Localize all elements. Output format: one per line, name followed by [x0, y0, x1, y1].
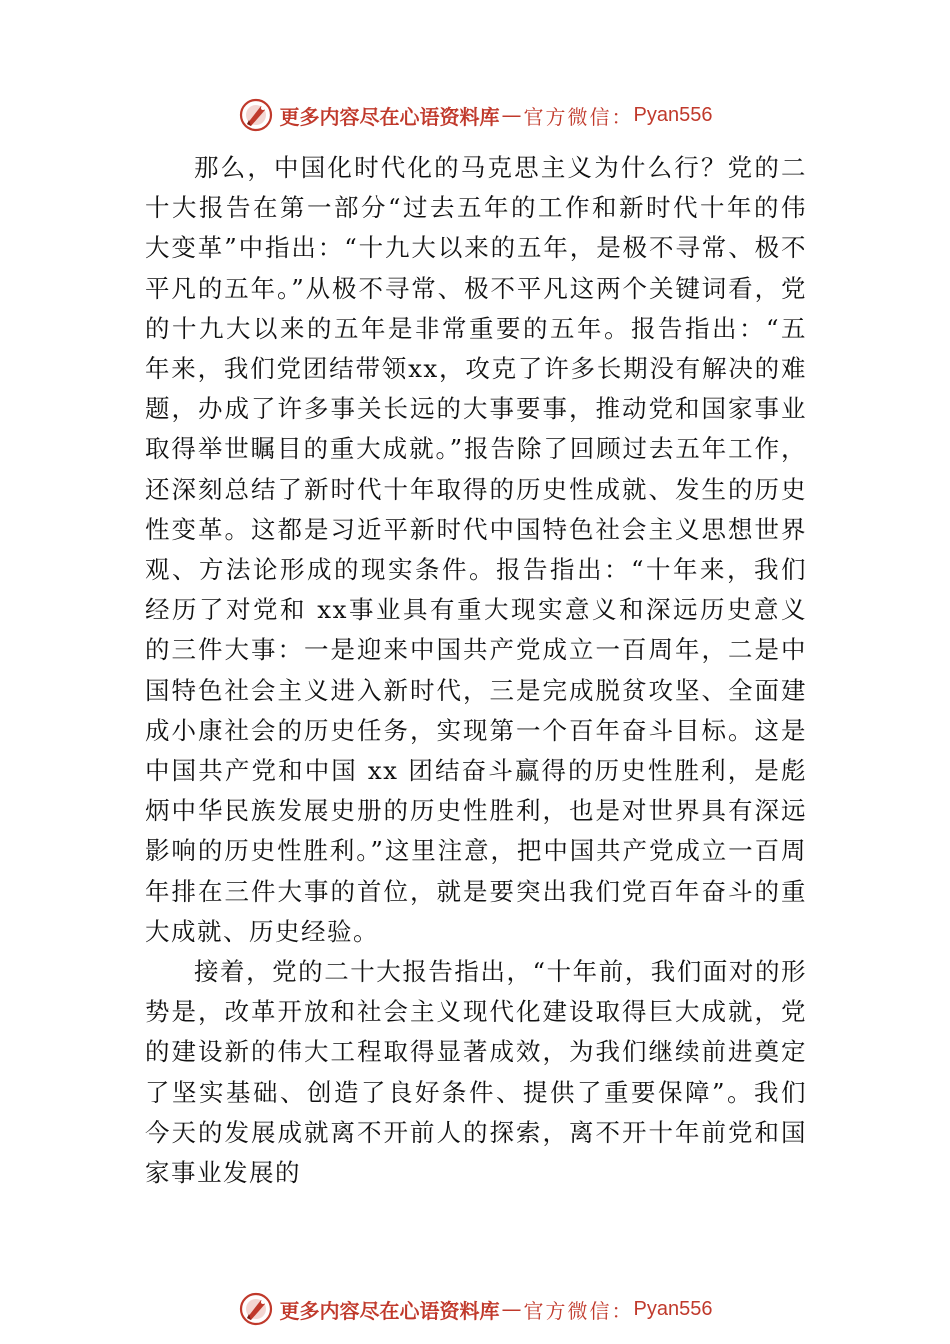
- watermark-wechat-id: Pyan556: [633, 103, 713, 126]
- header-watermark: [0, 95, 950, 135]
- watermark-official-label: 官方微信：: [523, 104, 634, 129]
- watermark-wechat-id: Pyan556: [633, 1297, 713, 1320]
- watermark-official-label: 官方微信：: [523, 1298, 634, 1323]
- watermark-dash: —: [501, 1297, 522, 1321]
- document-body: [145, 148, 807, 1193]
- footer-watermark: [0, 1289, 950, 1329]
- body-paragraph-2: 接着，党的二十大报告指出，“十年前，我们面对的形势是，改革开放和社会主义现代化建设取得巨大成就，党的建设新的伟大工程取得显著成效，为我们继续前进奠定了坚实基础、创造了良好条件、提供了重要保障”。我们今天的发展成就离不开前人的探索，离不开十年前党和国家事业发展的: [145, 957, 807, 1188]
- pen-nib-logo-icon: [238, 97, 274, 133]
- pen-nib-logo-icon: [238, 1291, 274, 1327]
- watermark-dash: —: [501, 103, 522, 127]
- body-paragraph-1: 那么，中国化时代化的马克思主义为什么行？党的二十大报告在第一部分“过去五年的工作和新时代十年的伟大变革”中指出：“十九大以来的五年，是极不寻常、极不平凡的五年。”从极不寻常、极不平凡这两个关键词看，党的十九大以来的五年是非常重要的五年。报告指出：“五年来，我们党团结带领xx，攻克了许多长期没有解决的难题，办成了许多事关长远的大事要事，推动党和国家事业取得举世瞩目的重大成就。”报告除了回顾过去五年工作，还深刻总结了新时代十年取得的历史性成就、发生的历史性变革。这都是习近平新时代中国特色社会主义思想世界观、方法论形成的现实条件。报告指出：“十年来，我们经历了对党和 xx事业具有重大现实意义和深远历史意义的三件大事：一是迎来中国共产党成立一百周年，二是中国特色社会主义进入新时代，三是完成脱贫攻坚、全面建成小康社会的历史任务，实现第一个百年奋斗目标。这是中国共产党和中国 xx 团结奋斗赢得的历史性胜利，是彪炳中华民族发展史册的历史性胜利，也是对世界具有深远影响的历史性胜利。”这里注意，把中国共产党成立一百周年排在三件大事的首位，就是要突出我们党百年奋斗的重大成就、历史经验。: [145, 153, 807, 946]
- watermark-library-text: 更多内容尽在心语资料库: [279, 1298, 500, 1323]
- watermark-library-text: 更多内容尽在心语资料库: [279, 104, 500, 129]
